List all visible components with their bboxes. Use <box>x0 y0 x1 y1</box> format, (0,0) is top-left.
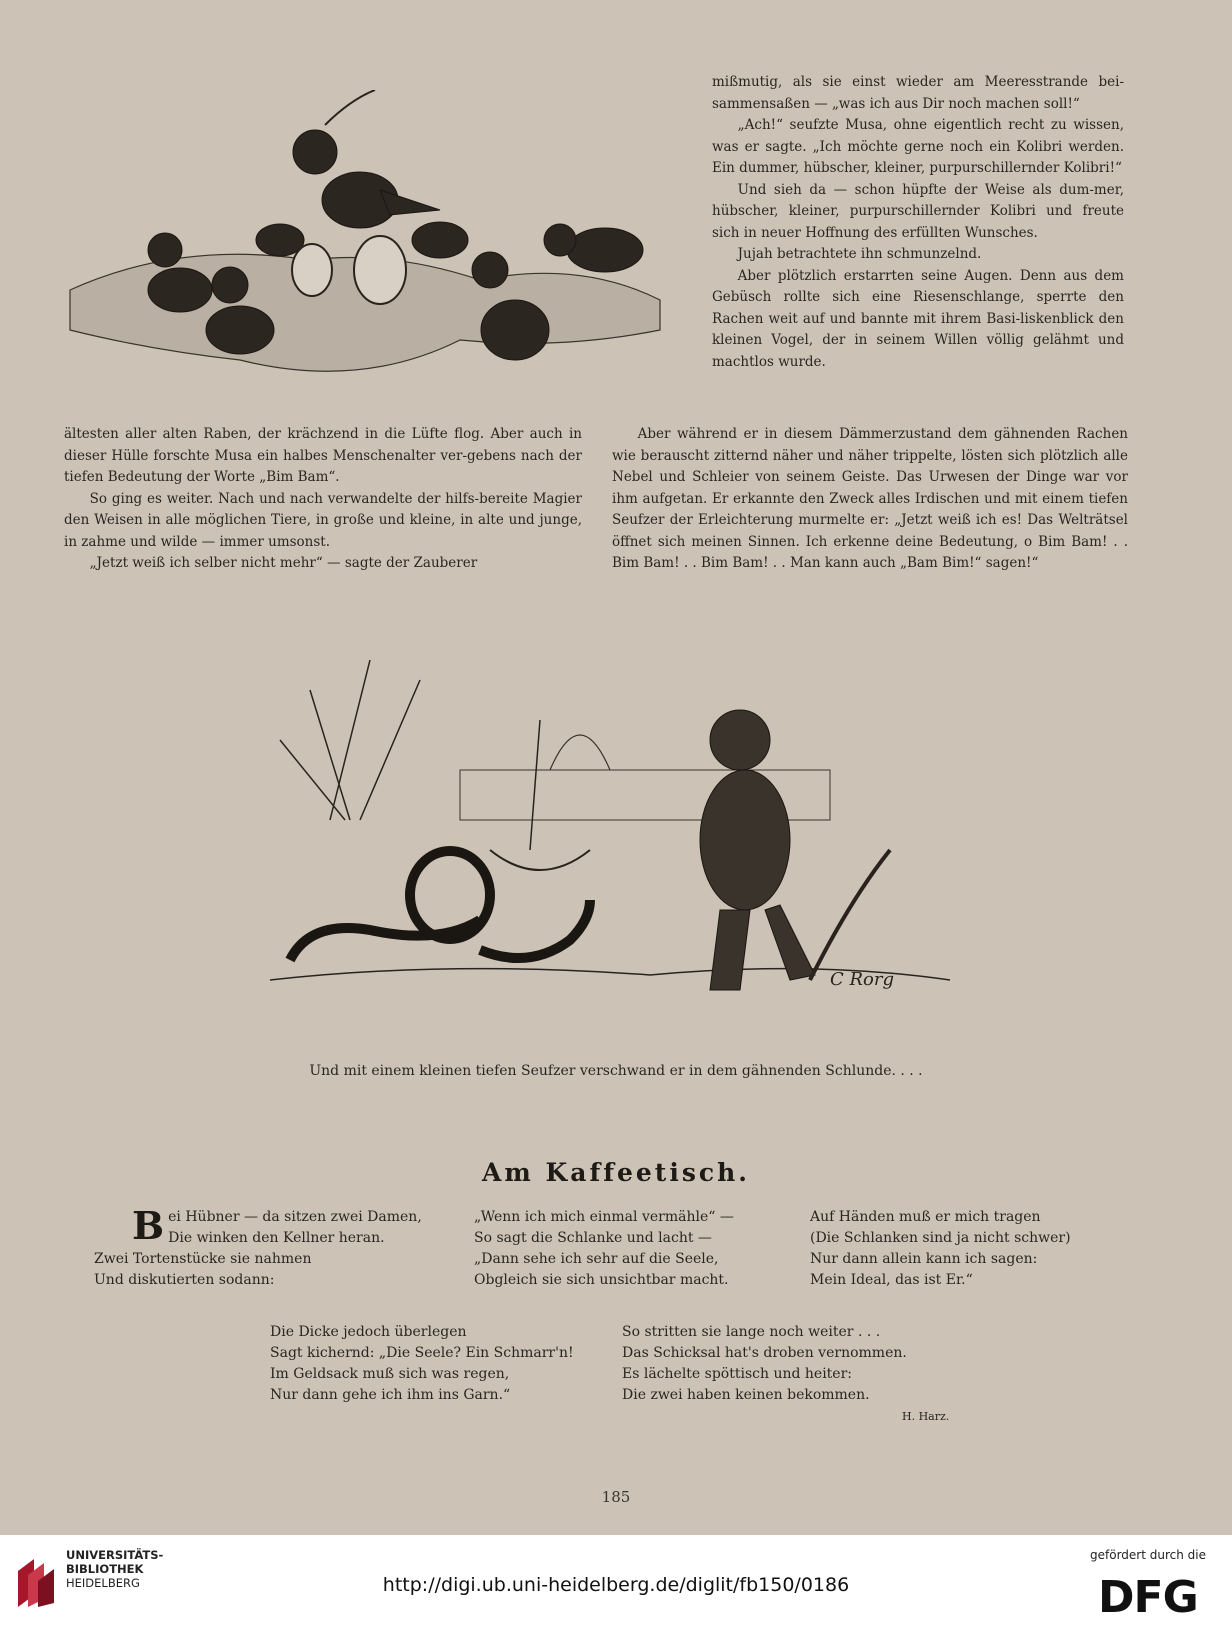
poem-stanza-4 <box>270 1322 574 1406</box>
poem-line: Auf Händen muß er mich tragen <box>810 1209 1041 1225</box>
poem-stanza-1 <box>94 1203 422 1291</box>
poem-stanza-5 <box>622 1322 907 1406</box>
poem-line: So sagt die Schlanke und lacht — <box>474 1230 712 1246</box>
poem-line: Im Geldsack muß sich was regen, <box>270 1366 510 1382</box>
ravens-illustration <box>60 90 670 425</box>
poem-line: „Dann sehe ich sehr auf die Seele, <box>474 1251 719 1267</box>
story-paragraph: Jujah betrachtete ihn schmunzelnd. <box>737 246 982 262</box>
poem-line: Und diskutierten sodann: <box>94 1272 275 1288</box>
snake-illustration <box>250 660 970 1040</box>
page-number: 185 <box>601 1488 631 1506</box>
poem-line: Obgleich sie sich unsichtbar macht. <box>474 1272 729 1288</box>
illustration-signature: C Rorg <box>830 969 895 990</box>
poem-title: Am Kaffeetisch. <box>481 1158 751 1187</box>
poem-line: Die winken den Kellner heran. <box>168 1230 385 1246</box>
story-paragraph: „Jetzt weiß ich selber nicht mehr“ — sagte der Zauberer <box>89 555 478 571</box>
document-url[interactable]: http://digi.ub.uni-heidelberg.de/diglit/fb150/0186 <box>382 1574 850 1596</box>
story-paragraph: „Ach!“ seufzte Musa, ohne eigentlich recht zu wissen, was er sagte. „Ich möchte gerne noch ein Kolibri werden. Ein dummer, hübscher, kleiner, purpurschillernder Kolibri!“ <box>712 117 1124 176</box>
poem-line: So stritten sie lange noch weiter . . . <box>622 1324 881 1340</box>
story-right-column-top <box>712 72 1124 373</box>
story-paragraph: So ging es weiter. Nach und nach verwandelte der hilfs-bereite Magier den Weisen in alle möglichen Tiere, in große und kleine, in alte und junge, in zahme und wilde — immer umsonst. <box>64 490 582 550</box>
poem-stanza-3 <box>810 1207 1071 1291</box>
illustration-caption: Und mit einem kleinen tiefen Seufzer verschwand er in dem gähnenden Schlunde. . . . <box>309 1063 923 1079</box>
dfg-logo: DFG <box>1098 1572 1198 1623</box>
library-name-line: HEIDELBERG <box>66 1576 140 1590</box>
library-name-line: BIBLIOTHEK <box>66 1562 144 1576</box>
poem-line: (Die Schlanken sind ja nicht schwer) <box>810 1230 1071 1246</box>
funding-note: gefördert durch die <box>1090 1548 1206 1562</box>
poem-line: Mein Ideal, das ist Er.“ <box>810 1272 973 1288</box>
poem-line: Die zwei haben keinen bekommen. <box>622 1387 870 1403</box>
story-paragraph: Aber während er in diesem Dämmerzustand dem gähnenden Rachen wie berauscht zitternd näher und näher trippelte, lösten sich plötzlich alle Nebel und Schleier von seinem Geiste. Das Urwesen der Dinge war vor ihm aufgetan. Er erkannte den Zweck alles Irdischen und mit einem tiefen Seufzer der Erleichterung murmelte er: „Jetzt weiß ich es! Das Welträtsel öffnet sich meinen Sinnen. Ich erkenne deine Bedeutung, o Bim Bam! . . Bim Bam! . . Bim Bam! . . Man kann auch „Bam Bim!“ sagen!“ <box>612 426 1128 571</box>
story-paragraph: Aber plötzlich erstarrten seine Augen. Denn aus dem Gebüsch rollte sich eine Riesenschlange, sperrte den Rachen weit auf und bannte mit ihrem Basi-liskenblick den kleinen Vogel, der in seinem Willen völlig gelähmt und machtlos wurde. <box>712 267 1124 370</box>
poem-line: Nur dann allein kann ich sagen: <box>810 1251 1038 1267</box>
library-name-line: UNIVERSITÄTS- <box>66 1548 164 1562</box>
story-paragraph: ältesten aller alten Raben, der krächzend in die Lüfte flog. Aber auch in dieser Hülle forschte Musa ein halbes Menschenalter ver-gebens nach der tiefen Bedeutung der Worte „Bim Bam“. <box>64 426 582 485</box>
poem-author: H. Harz. <box>902 1410 950 1423</box>
poem-line: Das Schicksal hat's droben vernommen. <box>622 1345 907 1361</box>
story-paragraph: Und sieh da — schon hüpfte der Weise als dum-mer, hübscher, kleiner, purpurschillernder Kolibri und freute sich in neuer Hoffnung des erfüllten Wunsches. <box>712 181 1124 241</box>
story-left-column <box>64 424 582 575</box>
poem-line: „Wenn ich mich einmal vermähle“ — <box>474 1209 734 1225</box>
poem-line: Die Dicke jedoch überlegen <box>270 1324 467 1340</box>
poem-dropcap: B <box>132 1203 165 1248</box>
story-right-column-bottom <box>612 424 1128 575</box>
poem-line: Sagt kichernd: „Die Seele? Ein Schmarr'n! <box>270 1345 574 1361</box>
poem-line: ei Hübner — da sitzen zwei Damen, <box>168 1209 422 1225</box>
poem-line: Zwei Tortenstücke sie nahmen <box>94 1251 312 1267</box>
poem-stanza-2 <box>474 1207 734 1291</box>
poem-line: Nur dann gehe ich ihm ins Garn.“ <box>270 1387 511 1403</box>
story-paragraph: mißmutig, als sie einst wieder am Meeresstrande bei-sammensaßen — „was ich aus Dir noch machen soll!“ <box>712 74 1124 112</box>
poem-line: Es lächelte spöttisch und heiter: <box>622 1366 853 1382</box>
